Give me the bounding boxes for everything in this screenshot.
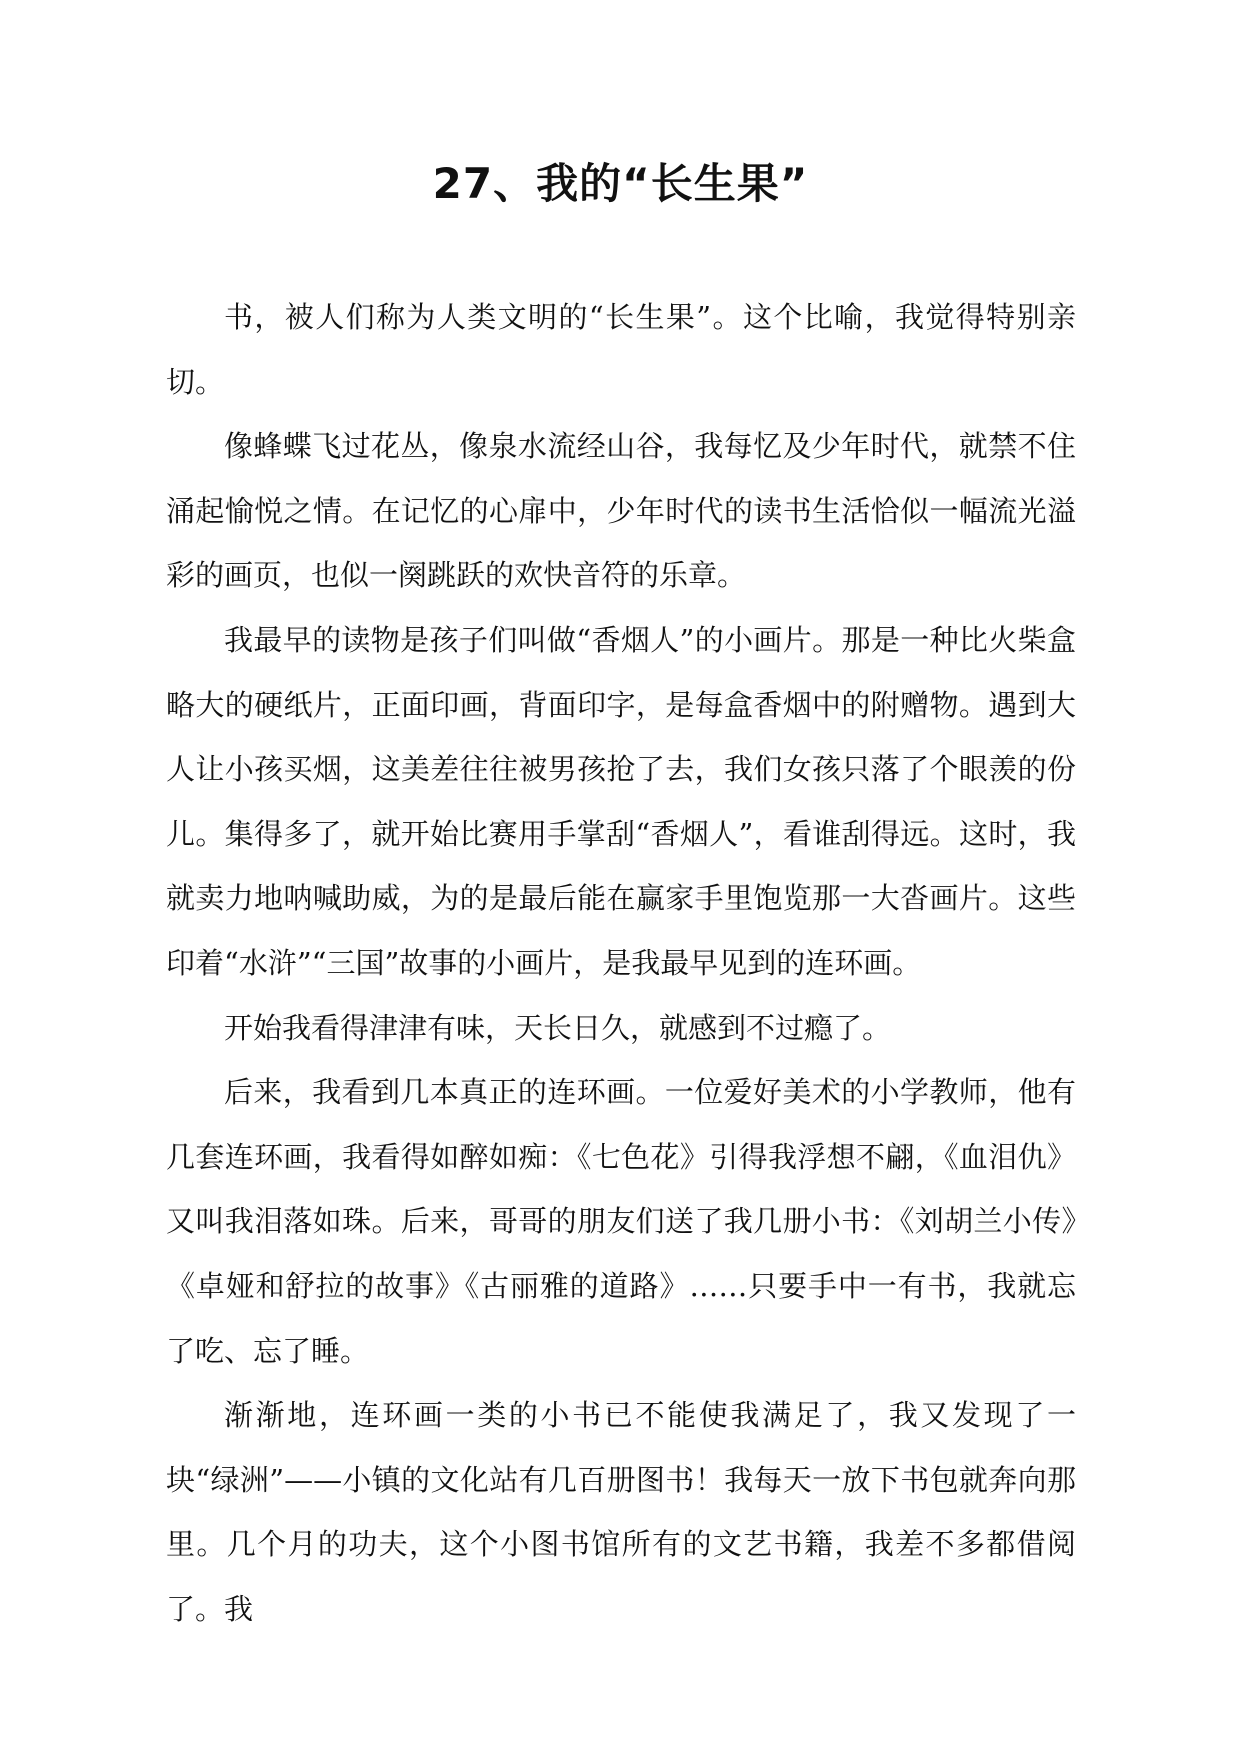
paragraph: 我最早的读物是孩子们叫做“香烟人”的小画片。那是一种比火柴盒略大的硬纸片，正面印画，背面印字，是每盒香烟中的附赠物。遇到大人让小孩买烟，这美差往往被男孩抢了去，我们女孩只落了个眼羡的份儿。集得多了，就开始比赛用手掌刮“香烟人”，看谁刮得远。这时，我就卖力地呐喊助威，为的是最后能在赢家手里饱览那一大沓画片。这些印着“水浒”“三国”故事的小画片，是我最早见到的连环画。 xyxy=(166,622,1076,980)
paragraph: 像蜂蝶飞过花丛，像泉水流经山谷，我每忆及少年时代，就禁不住涌起愉悦之情。在记忆的心扉中，少年时代的读书生活恰似一幅流光溢彩的画页，也似一阕跳跃的欢快音符的乐章。 xyxy=(166,429,1076,593)
paragraph: 开始我看得津津有味，天长日久，就感到不过瘾了。 xyxy=(224,1010,892,1045)
paragraph: 渐渐地，连环画一类的小书已不能使我满足了，我又发现了一块“绿洲”——小镇的文化站有几百册图书！我每天一放下书包就奔向那里。几个月的功夫，这个小图书馆所有的文艺书籍，我差不多都借阅了。我 xyxy=(166,1398,1076,1626)
page-title: 27、我的“长生果” xyxy=(432,159,809,208)
paragraph: 书，被人们称为人类文明的“长生果”。这个比喻，我觉得特别亲切。 xyxy=(166,300,1076,399)
body-text xyxy=(166,285,1076,1641)
paragraph: 后来，我看到几本真正的连环画。一位爱好美术的小学教师，他有几套连环画，我看得如醉如痴：《七色花》引得我浮想不翩，《血泪仇》又叫我泪落如珠。后来，哥哥的朋友们送了我几册小书：《刘胡兰小传》《卓娅和舒拉的故事》《古丽雅的道路》……只要手中一有书，我就忘了吃、忘了睡。 xyxy=(166,1075,1076,1368)
